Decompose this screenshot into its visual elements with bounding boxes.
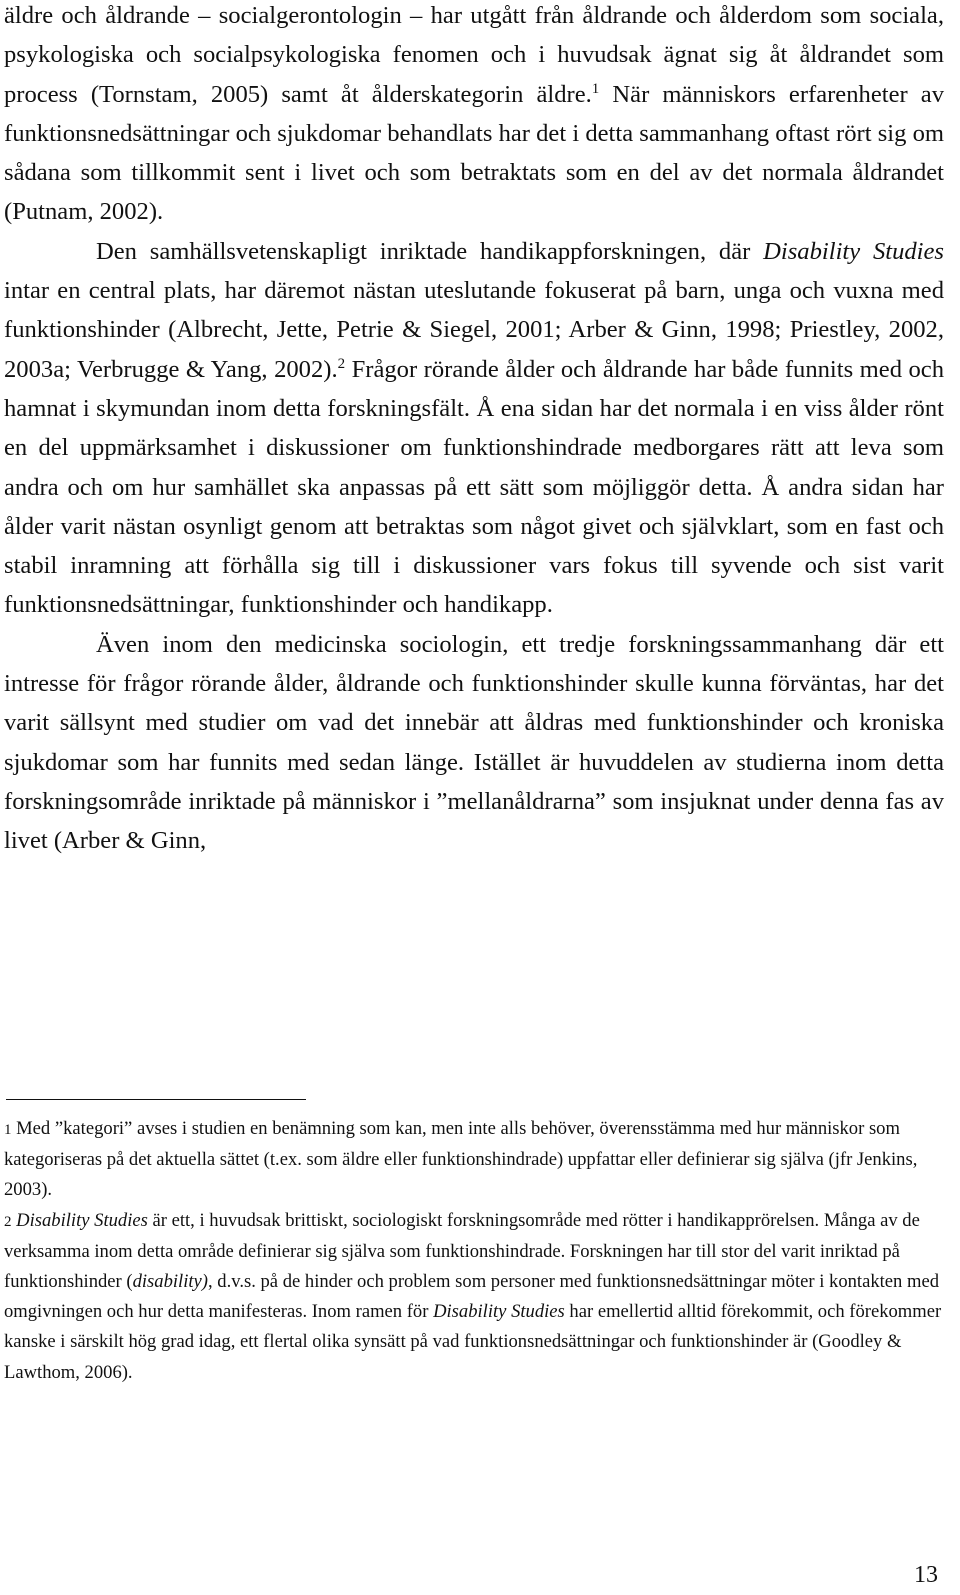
footnote-1 [4,1114,944,1206]
page-number: 13 [914,1562,938,1588]
footnote-2-italic-c: Disability Studies [433,1301,565,1323]
footnote-2-italic-a: Disability Studies [16,1209,148,1231]
paragraph-3-text: Även inom den medicinska sociologin, ett tredje forskningssammanhang där ett intresse för frågor rörande ålder, åldrande och funktionshinder skulle kunna förväntas, har det varit sällsynt med studier om vad det innebär att åldras med funktionshinder och kroniska sjukdomar som har funnits med sedan länge. Istället är huvuddelen av studierna inom detta forskningsområde inriktade på människor i ”mellanåldrarna” som insjuknat under denna fas av livet (Arber & Ginn, [4,630,944,855]
paragraph-2-italic-term: Disability Studies [763,237,945,265]
paragraph-2 [4,232,944,625]
footnote-2-text-c: har emellertid alltid förekommit, och förekommer kanske i särskilt hög grad idag, ett flertal olika synsätt på vad funktionsnedsättningar och funktionshinder är (Goodley & Lawthom, 2006). [4,1301,942,1383]
footnote-2-text-b: , d.v.s. på de hinder och problem som personer med funktionsnedsättningar möter i kontakten med omgivningen och hur detta manifesteras. Inom ramen för [4,1271,940,1323]
body-text [4,0,944,861]
paragraph-1-text-b: När människors erfarenheter av funktionsnedsättningar och sjukdomar behandlats har det i detta sammanhang oftast rört sig om sådana som tillkommit sent i livet och som betraktats som en del av det normala åldrandet (Putnam, 2002). [4,80,944,226]
footnote-2-italic-b: disability) [132,1271,208,1293]
paragraph-2-text-c: Frågor rörande ålder och åldrande har både funnits med och hamnat i skymundan inom detta forskningsfält. Å ena sidan har det normala i en viss ålder rönt en del uppmärksamhet i diskussioner om funktionshindrade medborgares rätt att leva som andra och om hur samhället ska anpassas på ett sätt som möjliggör detta. Å andra sidan har ålder varit nästan osynligt genom att betraktas som något givet och självklart, som en fast och stabil inramning att förhålla sig till i diskussioner vars fokus till syvende och sist varit funktionsnedsättningar, funktionshinder och handikapp. [4,355,944,619]
footnote-divider [6,1099,306,1100]
footnote-ref-1[interactable]: 1 [591,80,600,97]
paragraph-3 [4,625,944,861]
paragraph-2-text-b: intar en central plats, har däremot nästan uteslutande fokuserat på barn, unga och vuxna med funktionshinder (Albrecht, Jette, Petrie & Siegel, 2001; Arber & Ginn, 1998; Priestley, 2002, 2003a; Verbrugge & Yang, 2002). [4,277,944,383]
footnote-2 [4,1206,944,1388]
paragraph-1 [4,0,944,232]
paragraph-1-text-a: äldre och åldrande – socialgerontologin – har utgått från åldrande och ålderdom som sociala, psykologiska och socialpsykologiska fenomen och i huvudsak ägnat sig åt åldrandet som process (Tornstam, 2005) samt åt ålderskategorin äldre. [4,2,944,108]
footnote-ref-2[interactable]: 2 [337,355,346,372]
paragraph-2-text-a: Den samhällsvetenskapligt inriktade handikappforskningen, där [96,237,764,265]
footnote-2-number: 2 [4,1213,12,1230]
footnote-1-text: Med ”kategori” avses i studien en benämning som kan, men inte alls behöver, överensstämma med hur människor som kategoriseras på det aktuella sättet (t.ex. som äldre eller funktionshindrade) uppfattar eller definierar sig själva (jfr Jenkins, 2003). [4,1118,918,1201]
footnotes [4,1114,944,1388]
footnote-1-number: 1 [4,1122,12,1138]
footnote-2-text-a: är ett, i huvudsak brittiskt, sociologiskt forskningsområde med rötter i handikapprörelsen. Många av de verksamma inom detta område definierar sig själva som funktionshindrade. Forskningen har till stor del varit inriktad på funktionshinder ( [4,1209,920,1293]
